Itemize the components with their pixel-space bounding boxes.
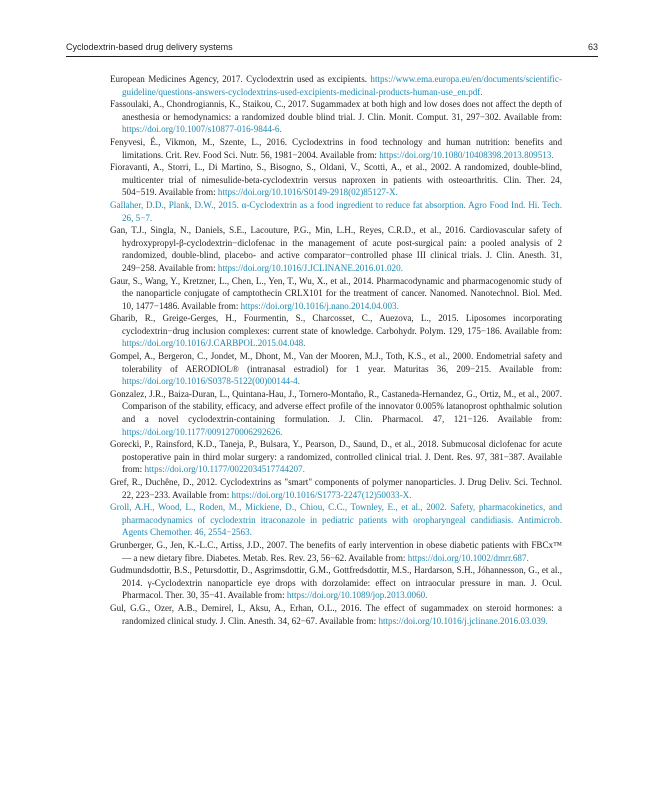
reference-text: Fenyvesi, É., Vikmon, M., Szente, L., 2016. Cyclodextrins in food technology and human nutrition: benefits and limitations. Crit. Rev. Food Sci. Nutr. 56, 1981−2004. Available from: (110, 136, 562, 160)
running-title: Cyclodextrin-based drug delivery systems (66, 42, 233, 52)
reference-entry (110, 161, 562, 199)
reference-text: Gorecki, P., Rainsford, K.D., Taneja, P., Bulsara, Y., Pearson, D., Saund, D., et al., 2018. Submucosal diclofenac for acute postoperative pain in third molar surgery: a randomized, controlled clinical trial. J. Dent. Res. 97, 381−387. Available from: (110, 439, 562, 475)
reference-link[interactable]: https://doi.org/10.1002/dmrr.687. (407, 552, 529, 563)
reference-entry (110, 350, 562, 388)
reference-text: Groll, A.H., Wood, L., Roden, M., Mickiene, D., Chiou, C.C., Townley, E., et al., 2002. Safety, pharmacokinetics, and pharmacodynamics of cyclodextrin itraconazole in pediatric patients with oropharyngeal candidiasis. Antimicrob. Agents Chemother. 46, 2554−2563. (110, 502, 562, 538)
reference-entry (110, 388, 562, 438)
reference-entry[interactable] (110, 501, 562, 539)
reference-entry (110, 539, 562, 564)
reference-entry (110, 275, 562, 313)
reference-text: Gul, G.G., Ozer, A.B., Demirel, I., Aksu, A., Erhan, O.L., 2016. The effect of sugammadex on steroid hormones: a randomized clinical study. J. Clin. Anesth. 34, 62−67. Available from: (110, 602, 562, 626)
reference-text: Gonzalez, J.R., Baiza-Duran, L., Quintana-Hau, J., Tornero-Montaño, R., Castaneda-Hernandez, G., Ortiz, M., et al., 2007. Comparison of the stability, efficacy, and adverse effect profile of the innovator 0.005% latanoprost ophthalmic solution and a novel cyclodextrin-containing formulation. J. Clin. Pharmacol. 47, 121−126. Available from: (110, 388, 562, 425)
header-rule (66, 56, 598, 57)
reference-link[interactable]: https://doi.org/10.1016/J.CARBPOL.2015.04.048. (122, 338, 306, 349)
reference-list (110, 73, 562, 627)
reference-link[interactable]: https://doi.org/10.1016/J.JCLINANE.2016.01.020. (217, 262, 403, 273)
reference-entry (110, 602, 562, 627)
reference-link[interactable]: https://doi.org/10.1080/10408398.2013.809513. (379, 149, 554, 160)
reference-link[interactable]: https://doi.org/10.1177/0022034517744207. (144, 464, 305, 475)
reference-entry (110, 98, 562, 136)
reference-link[interactable]: https://doi.org/10.1016/S0378-5122(00)00144-4. (122, 376, 300, 387)
reference-text: Gompel, A., Bergeron, C., Jondet, M., Dhont, M., Van der Mooren, M.J., Toth, K.S., et al., 2000. Endometrial safety and tolerability of AERODIOL® (intranasal estradiol) for 1 year. Maturitas 36, 209−215. Available from: (110, 351, 562, 374)
reference-text: European Medicines Agency, 2017. Cyclodextrin used as excipients. (110, 74, 368, 84)
reference-text: Fioravanti, A., Storri, L., Di Martino, S., Bisogno, S., Oldani, V., Scotti, A., et al., 2002. A randomized, double-blind, multicenter trial of nimesulide-beta-cyclodextrin versus naproxen in patients with osteoarthritis. Clin. Ther. 24, 504−519. Available from: (110, 162, 562, 198)
page-number: 63 (587, 42, 598, 52)
reference-link[interactable]: https://doi.org/10.1016/j.jclinane.2016.03.039. (378, 615, 548, 626)
reference-text: Gharib, R., Greige-Gerges, H., Fourmentin, S., Charcosset, C., Auezova, L., 2015. Liposomes incorporating cyclodextrin−drug inclusion complexes: current state of knowledge. Carbohydr. Polym. 129, 175−186. Available from: (110, 313, 562, 336)
reference-text: Gref, R., Duchêne, D., 2012. Cyclodextrins as "smart" components of polymer nanoparticles. J. Drug Deliv. Sci. Technol. 22, 223−233. Available from: (110, 477, 562, 500)
reference-entry (110, 438, 562, 476)
reference-entry (110, 73, 562, 98)
running-header (66, 42, 598, 56)
reference-text: Grunberger, G., Jen, K.-L.C., Artiss, J.D., 2007. The benefits of early intervention in obese diabetic patients with FBCx™ — a new dietary fibre. Diabetes. Metab. Res. Rev. 23, 56−62. Available from: (110, 539, 562, 563)
reference-link[interactable]: https://www.ema.europa.eu/en/documents/scientific-guideline/questions-answers-cyclodextrins-used-excipients-medicinal-products-human-use_en.pdf. (122, 74, 562, 97)
reference-text: Fassoulaki, A., Chondrogiannis, K., Staikou, C., 2017. Sugammadex at both high and low doses does not affect the depth of anesthesia or hemodynamics: a randomized double blind trial. J. Clin. Monit. Comput. 31, 297−302. Available from: (110, 99, 562, 122)
reference-link[interactable]: https://doi.org/10.1177/0091270006292626. (122, 426, 283, 437)
reference-entry[interactable] (110, 199, 562, 224)
reference-entry (110, 476, 562, 501)
reference-entry (110, 224, 562, 274)
reference-entry (110, 312, 562, 350)
reference-link[interactable]: https://doi.org/10.1007/s10877-016-9844-6. (122, 124, 282, 135)
reference-link[interactable]: https://doi.org/10.1016/j.nano.2014.04.003. (240, 300, 399, 311)
reference-link[interactable]: https://doi.org/10.1016/S1773-2247(12)50033-X. (231, 489, 412, 500)
reference-link[interactable]: https://doi.org/10.1016/S0149-2918(02)85127-X. (217, 187, 398, 198)
reference-link[interactable]: https://doi.org/10.1089/jop.2013.0060. (286, 590, 428, 601)
reference-entry (110, 136, 562, 161)
reference-entry (110, 564, 562, 602)
reference-text: Gallaher, D.D., Plank, D.W., 2015. α-Cyclodextrin as a food ingredient to reduce fat absorption. Agro Food Ind. Hi. Tech. 26, 5−7. (110, 199, 562, 223)
reference-text: Gaur, S., Wang, Y., Kretzner, L., Chen, L., Yen, T., Wu, X., et al., 2014. Pharmacodynamic and pharmacogenomic study of the nanoparticle conjugate of camptothecin CRLX101 for the treatment of cancer. Nanomed. Nanotechnol. Biol. Med. 10, 1477−1486. Available from: (110, 275, 562, 311)
reference-text: Gan, T.J., Singla, N., Daniels, S.E., Lacouture, P.G., Min, L.H., Reyes, C.R.D., et al., 2016. Cardiovascular safety of hydroxypropyl-β-cyclodextrin−diclofenac in the management of acute post-surgical pain: a pooled analysis of 2 randomized, double-blind, placebo- and active comparator−controlled phase III clinical trials. J. Clin. Anesth. 31, 249−258. Available from: (110, 225, 562, 273)
reference-text: Gudmundsdottir, B.S., Petursdottir, D., Asgrimsdottir, G.M., Gottfredsdottir, M.S., Hardarson, S.H., Jóhannesson, G., et al., 2014. γ-Cyclodextrin nanoparticle eye drops with dorzolamide: effect on intraocular pressure in man. J. Ocul. Pharmacol. Ther. 30, 35−41. Available from: (110, 565, 562, 601)
